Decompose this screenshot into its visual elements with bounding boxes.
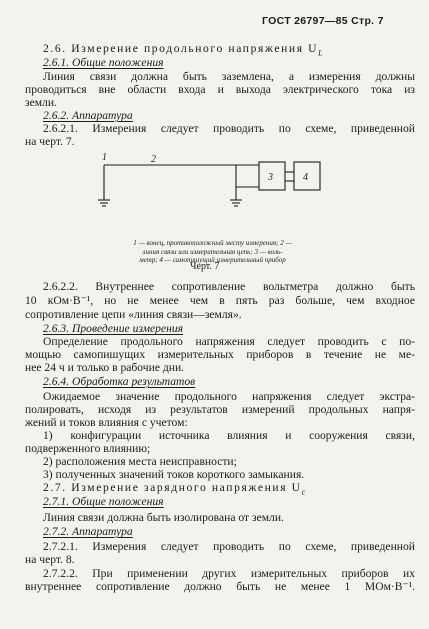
figure-caption-line: метр; 4 — самопишущий измерительный прибор <box>139 256 286 264</box>
paragraph-line: на черт. 7. <box>25 135 75 148</box>
subsection-heading: 2.7.1. Общие положения <box>43 495 164 508</box>
subsection-heading: 2.6.2. Аппаратура <box>43 109 133 122</box>
paragraph-line: жений и токов влияния с учетом: <box>25 416 188 429</box>
list-item: подверженного влиянию; <box>25 442 151 455</box>
paragraph-line: на черт. 8. <box>25 553 75 566</box>
label-1: 1 <box>102 152 107 163</box>
paragraph-line: 2.7.2.1. Измерения следует проводить по схеме, приведенной <box>43 540 415 553</box>
figure-caption-line: линия связи или измерительная цепь; 3 — воль- <box>142 247 283 256</box>
paragraph-line: Определение продольного напряжения следует проводить с по- <box>43 335 415 348</box>
paragraph-line: 2.6.2.2. Внутреннее сопротивление вольтметра должно быть <box>43 280 415 293</box>
paragraph-line: полировать, исходя из результатов измерений продольных напря- <box>25 403 415 416</box>
subsection-heading: 2.6.1. Общие положения <box>43 56 164 69</box>
figure-caption-line: 1 — конец, противоположный месту измерения; 2 — <box>133 239 292 247</box>
label-3: 3 <box>268 172 273 183</box>
paragraph-line: Ожидаемое значение продольного напряжения следует экстра- <box>43 390 415 403</box>
paragraph-line: проводиться вне области входа и выхода электрического тока из <box>25 83 415 96</box>
figure-title: Черт. 7 <box>190 261 220 272</box>
list-item: 3) полученных значений токов короткого замыкания. <box>43 468 305 481</box>
paragraph-line: 2.7.2.2. При применении других измерительных приборов их <box>43 567 415 580</box>
subsection-heading: 2.6.4. Обработка результатов <box>43 375 196 388</box>
list-item: 1) конфигурации источника влияния и сооружения связи, <box>43 429 415 442</box>
paragraph-line: Линия связи должна быть изолирована от земли. <box>43 511 284 524</box>
paragraph-line: сопротивление цепи «линия связи—земля». <box>25 308 242 321</box>
paragraph-line: 10 кОм·В⁻¹, но не менее чем в пять раз больше, чем входное <box>25 294 415 307</box>
paragraph-line: мощью самопишущих измерительных приборов в течение не ме- <box>25 348 415 361</box>
paragraph-line: внутреннее сопротивление должно быть не менее 1 МОм·В⁻¹. <box>25 580 415 593</box>
section-heading: 2.6. Измерение продольного напряжения $U_L$ <box>43 42 323 58</box>
paragraph-line: Линия связи должна быть заземлена, а измерения должны <box>43 70 415 83</box>
paragraph-line: 2.6.2.1. Измерения следует проводить по схеме, приведенной <box>43 122 415 135</box>
subsection-heading: 2.6.3. Проведение измерения <box>43 322 184 335</box>
page-header: ГОСТ 26797—85 Стр. 7 <box>262 15 384 27</box>
paragraph-line: земли. <box>25 96 57 109</box>
label-2: 2 <box>151 154 156 165</box>
subsection-heading: 2.7.2. Аппаратура <box>43 525 133 538</box>
list-item: 2) расположения места неисправности; <box>43 455 237 468</box>
section-heading: 2.7. Измерение зарядного напряжения $U_c$ <box>43 481 306 497</box>
label-4: 4 <box>303 172 308 183</box>
paragraph-line: нее 24 ч и только в рабочие дни. <box>25 361 185 374</box>
